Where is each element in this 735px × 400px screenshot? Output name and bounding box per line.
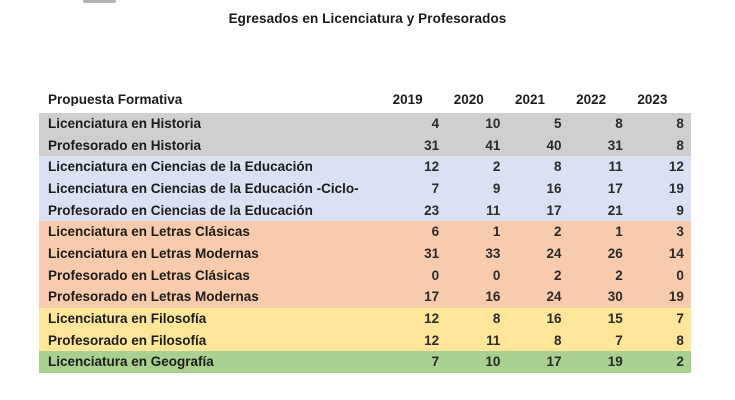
row-label: Licenciatura en Filosofía <box>48 311 207 326</box>
row-label: Licenciatura en Letras Modernas <box>48 247 259 261</box>
cell-value: 2 <box>492 159 501 175</box>
row-label: Licenciatura en Ciencias de la Educación -Ciclo- <box>48 182 359 196</box>
cell-value: 24 <box>546 246 562 262</box>
window-edge-artifact <box>83 0 116 3</box>
cell-value: 8 <box>676 116 684 132</box>
cell-value: 19 <box>607 354 623 370</box>
cell-value: 2 <box>615 267 623 283</box>
cell-value: 11 <box>608 159 623 175</box>
row-label: Profesorado en Ciencias de la Educación <box>48 203 313 218</box>
cell-value: 14 <box>668 246 684 262</box>
row-label: Licenciatura en Letras Clásicas <box>48 225 250 239</box>
header-year-2019: 2019 <box>392 91 423 107</box>
cell-value: 15 <box>607 310 623 326</box>
cell-value: 3 <box>676 224 684 240</box>
cell-value: 31 <box>424 246 440 262</box>
cell-value: 0 <box>431 267 440 283</box>
cell-value: 31 <box>607 137 623 153</box>
cell-value: 12 <box>424 159 440 175</box>
cell-value: 26 <box>607 246 623 262</box>
table-row <box>39 135 691 157</box>
cell-value: 8 <box>554 159 562 175</box>
table-row <box>39 200 691 222</box>
cell-value: 12 <box>668 159 684 175</box>
cell-value: 7 <box>676 310 684 326</box>
table-row <box>39 286 691 308</box>
cell-value: 0 <box>492 267 501 283</box>
cell-value: 4 <box>431 116 440 132</box>
cell-value: 12 <box>424 332 440 348</box>
cell-value: 40 <box>546 137 562 153</box>
cell-value: 17 <box>424 289 440 305</box>
cell-value: 19 <box>668 181 684 197</box>
row-label: Licenciatura en Ciencias de la Educación <box>48 160 313 174</box>
cell-value: 9 <box>492 181 501 197</box>
table-body <box>39 113 691 373</box>
cell-value: 1 <box>615 224 623 240</box>
cell-value: 17 <box>546 202 562 218</box>
table-row <box>39 113 691 135</box>
row-label: Profesorado en Letras Clásicas <box>48 268 250 283</box>
cell-value: 8 <box>676 137 684 153</box>
cell-value: 7 <box>615 332 623 348</box>
cell-value: 8 <box>492 310 501 326</box>
table-header-row <box>39 86 691 113</box>
cell-value: 5 <box>554 116 562 132</box>
cell-value: 10 <box>485 354 501 370</box>
cell-value: 11 <box>486 332 501 348</box>
header-year-2022: 2022 <box>576 91 607 107</box>
table-row <box>39 221 691 243</box>
cell-value: 11 <box>486 202 501 218</box>
cell-value: 6 <box>431 224 440 240</box>
table-row <box>39 308 691 330</box>
cell-value: 41 <box>485 137 501 153</box>
header-year-2020: 2020 <box>453 91 484 107</box>
cell-value: 19 <box>668 289 684 305</box>
table-row <box>39 351 691 373</box>
cell-value: 8 <box>554 332 562 348</box>
header-year-2021: 2021 <box>514 91 545 107</box>
cell-value: 17 <box>607 181 623 197</box>
cell-value: 16 <box>485 289 501 305</box>
table-row <box>39 265 691 287</box>
egresados-table <box>39 86 691 373</box>
cell-value: 31 <box>424 137 440 153</box>
cell-value: 16 <box>546 310 562 326</box>
row-label: Licenciatura en Geografía <box>48 355 214 369</box>
cell-value: 21 <box>607 202 623 218</box>
cell-value: 10 <box>485 116 501 132</box>
table-row <box>39 243 691 265</box>
row-label: Profesorado en Letras Modernas <box>48 290 259 304</box>
cell-value: 1 <box>492 224 501 240</box>
header-propuesta-formativa: Propuesta Formativa <box>48 92 183 107</box>
row-label: Profesorado en Historia <box>48 138 202 153</box>
table-row <box>39 178 691 200</box>
cell-value: 33 <box>485 246 501 262</box>
cell-value: 2 <box>554 224 562 240</box>
table-row <box>39 156 691 178</box>
cell-value: 2 <box>676 354 684 370</box>
cell-value: 9 <box>676 202 684 218</box>
cell-value: 7 <box>431 181 440 197</box>
cell-value: 8 <box>615 116 623 132</box>
row-label: Licenciatura en Historia <box>48 117 202 131</box>
cell-value: 16 <box>546 181 562 197</box>
cell-value: 23 <box>424 202 440 218</box>
header-year-2023: 2023 <box>637 91 668 107</box>
table-row <box>39 330 691 352</box>
page-title: Egresados en Licenciatura y Profesorados <box>228 11 507 26</box>
cell-value: 7 <box>431 354 440 370</box>
cell-value: 0 <box>676 267 684 283</box>
cell-value: 30 <box>607 289 623 305</box>
cell-value: 17 <box>546 354 562 370</box>
cell-value: 8 <box>676 332 684 348</box>
cell-value: 12 <box>424 310 440 326</box>
cell-value: 24 <box>546 289 562 305</box>
row-label: Profesorado en Filosofía <box>48 333 207 348</box>
cell-value: 2 <box>554 267 562 283</box>
